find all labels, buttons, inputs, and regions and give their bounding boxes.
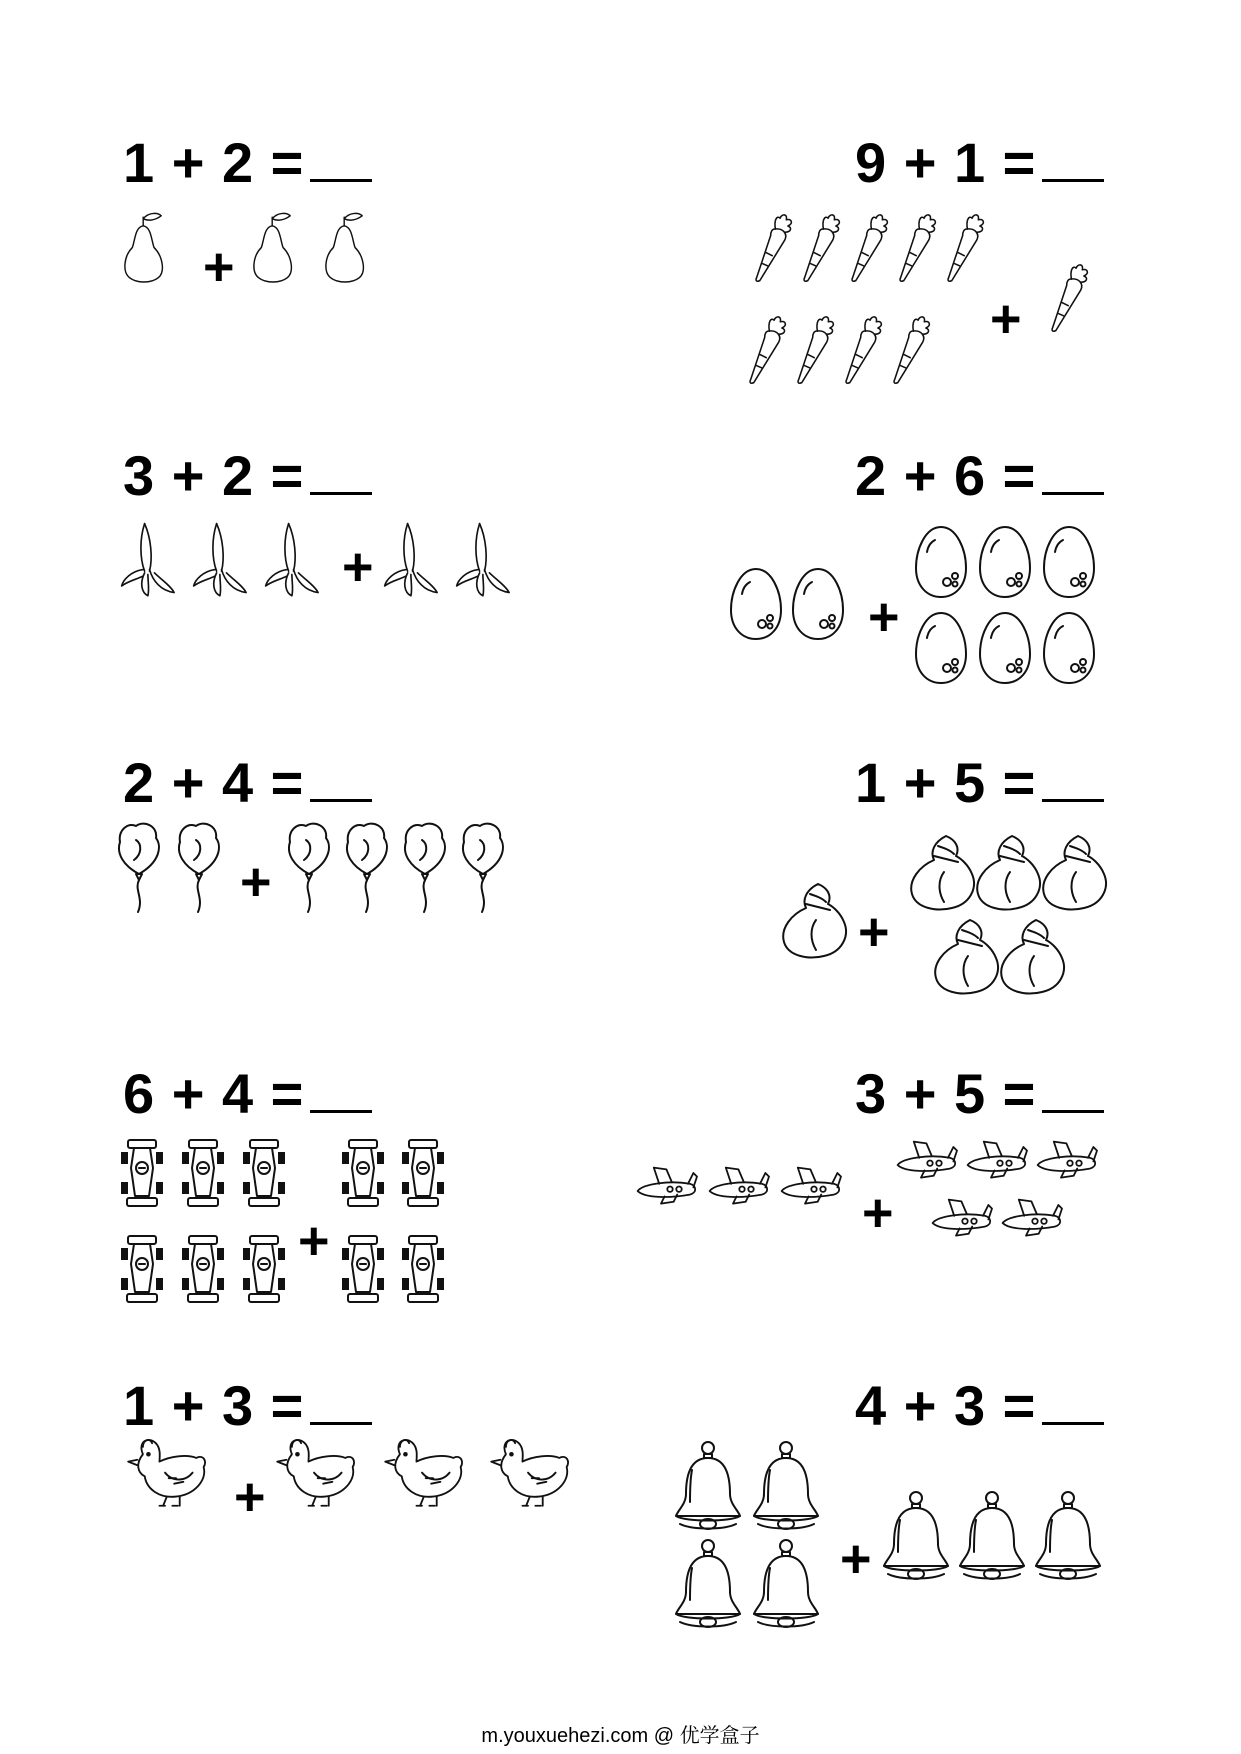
balloon-icon [286,820,332,914]
balloon-icon [402,820,448,914]
egg-icon [977,610,1033,686]
equation [855,751,1104,814]
equation-text: 3 + 5 = [855,1062,1037,1125]
race-car-icon [241,1234,287,1306]
answer-blank[interactable] [310,452,372,495]
equation [123,1374,372,1437]
bell-icon [956,1490,1028,1582]
balloon-icon [460,820,506,914]
answer-blank[interactable] [1042,1382,1104,1425]
banana-icon [264,522,321,597]
footer-watermark: m.youxuehezi.com @ 优学盒子 [481,1725,760,1747]
airplane-icon [634,1164,699,1204]
airplane-icon [894,1138,959,1178]
carrot-icon [746,314,787,384]
equation-text: 9 + 1 = [855,131,1037,194]
airplane-icon [706,1164,771,1204]
plus-sign: + [868,587,900,647]
answer-blank[interactable] [310,1070,372,1113]
race-car-icon [340,1138,386,1210]
carrot-icon [1048,262,1089,332]
egg-icon [1041,610,1097,686]
hen-icon [482,1434,572,1508]
egg-icon [913,524,969,600]
equation-text: 2 + 6 = [855,444,1037,507]
balloon-icon [344,820,390,914]
race-car-icon [340,1234,386,1306]
carrot-icon [848,212,889,282]
egg-icon [728,566,784,642]
carrot-icon [794,314,835,384]
equation-text: 1 + 5 = [855,751,1037,814]
equation [123,131,372,194]
airplane-icon [929,1196,994,1236]
plus-sign: + [990,289,1022,349]
egg-icon [1041,524,1097,600]
plus-sign: + [240,852,272,912]
equation-text: 2 + 4 = [123,751,305,814]
race-car-icon [400,1138,446,1210]
shell-icon [928,916,1004,996]
plus-sign: + [862,1183,894,1243]
egg-icon [790,566,846,642]
answer-blank[interactable] [1042,759,1104,802]
airplane-icon [1034,1138,1099,1178]
airplane-icon [964,1138,1029,1178]
shell-icon [1036,832,1112,912]
plus-sign: + [203,237,235,297]
carrot-icon [896,212,937,282]
hen-icon [119,1434,209,1508]
equation [855,131,1104,194]
plus-sign: + [234,1467,266,1527]
carrot-icon [890,314,931,384]
race-car-icon [119,1234,165,1306]
equation-text: 3 + 2 = [123,444,305,507]
bell-icon [672,1440,744,1532]
plus-sign: + [840,1529,872,1589]
bell-icon [672,1538,744,1630]
egg-icon [913,610,969,686]
airplane-icon [778,1164,843,1204]
answer-blank[interactable] [1042,452,1104,495]
answer-blank[interactable] [310,759,372,802]
answer-blank[interactable] [1042,139,1104,182]
banana-icon [455,522,512,597]
equation-text: 1 + 2 = [123,131,305,194]
pear-icon [247,210,297,282]
bell-icon [750,1440,822,1532]
shell-icon [970,832,1046,912]
bell-icon [880,1490,952,1582]
bell-icon [750,1538,822,1630]
equation [855,444,1104,507]
carrot-icon [944,212,985,282]
race-car-icon [180,1138,226,1210]
equation [123,1062,372,1125]
shell-icon [904,832,980,912]
shell-icon [776,880,852,960]
bell-icon [1032,1490,1104,1582]
shell-icon [994,916,1070,996]
answer-blank[interactable] [1042,1070,1104,1113]
carrot-icon [842,314,883,384]
equation-text: 4 + 3 = [855,1374,1037,1437]
race-car-icon [180,1234,226,1306]
hen-icon [376,1434,466,1508]
plus-sign: + [298,1211,330,1271]
pear-icon [319,210,369,282]
equation [123,751,372,814]
answer-blank[interactable] [310,139,372,182]
race-car-icon [119,1138,165,1210]
equation [855,1062,1104,1125]
plus-sign: + [858,902,890,962]
answer-blank[interactable] [310,1382,372,1425]
carrot-icon [752,212,793,282]
banana-icon [383,522,440,597]
equation-text: 1 + 3 = [123,1374,305,1437]
banana-icon [120,522,177,597]
carrot-icon [800,212,841,282]
hen-icon [268,1434,358,1508]
banana-icon [192,522,249,597]
plus-sign: + [342,537,374,597]
balloon-icon [116,820,162,914]
balloon-icon [176,820,222,914]
egg-icon [977,524,1033,600]
airplane-icon [999,1196,1064,1236]
race-car-icon [241,1138,287,1210]
equation [123,444,372,507]
equation [855,1374,1104,1437]
race-car-icon [400,1234,446,1306]
pear-icon [118,210,168,282]
equation-text: 6 + 4 = [123,1062,305,1125]
